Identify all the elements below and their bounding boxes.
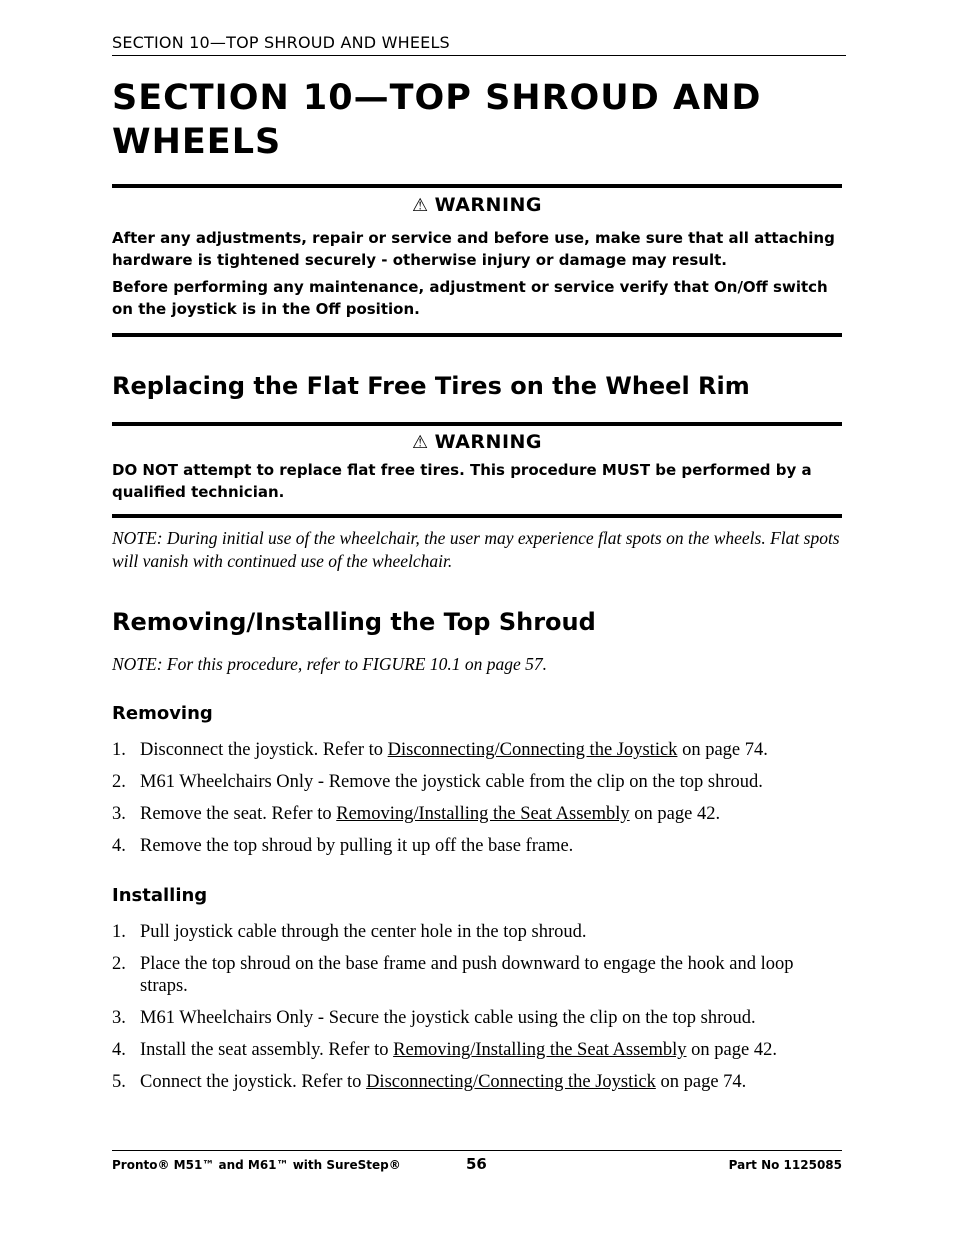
running-header: SECTION 10—TOP SHROUD AND WHEELS (112, 33, 450, 52)
footer-part-number: Part No 1125085 (728, 1158, 842, 1172)
step-text-after: on page 74. (655, 1072, 747, 1092)
warning-top-rule (112, 184, 842, 188)
step-number: 1. (112, 740, 126, 760)
subheading-removing: Removing (112, 703, 213, 724)
section-heading-shroud: Removing/Installing the Top Shroud (112, 608, 596, 636)
warning-text: DO NOT attempt to replace flat free tires. This procedure MUST be performed by a qualified technician. (112, 461, 812, 501)
step-text-before: Disconnect the joystick. Refer to (140, 740, 388, 760)
warning-triangle-icon: ⚠ (411, 432, 429, 453)
step-number: 2. (112, 772, 126, 792)
step-text-after: on page 42. (629, 804, 721, 824)
note-figure-ref: NOTE: For this procedure, refer to FIGURE 10.1 on page 57. (112, 654, 548, 674)
step-text: M61 Wheelchairs Only - Secure the joystick cable using the clip on the top shroud. (140, 1008, 756, 1028)
warning-text-2: Before performing any maintenance, adjustment or service verify that On/Off switch on the joystick is in the Off position. (112, 278, 828, 318)
footer-rule (112, 1150, 842, 1151)
warning-bottom-rule (112, 333, 842, 337)
step-text (140, 1071, 844, 1093)
section-heading-tires: Replacing the Flat Free Tires on the Wheel Rim (112, 372, 750, 400)
step-text: M61 Wheelchairs Only - Remove the joystick cable from the clip on the top shroud. (140, 772, 763, 792)
link-seat-assembly[interactable]: Removing/Installing the Seat Assembly (393, 1040, 687, 1060)
step-number: 5. (112, 1072, 126, 1092)
step-text-before: Remove the seat. Refer to (140, 804, 337, 824)
warning-label: WARNING (434, 431, 543, 453)
step-number: 4. (112, 1040, 126, 1060)
page-title (112, 76, 842, 164)
warning-text-1: After any adjustments, repair or service and before use, make sure that all attaching hardware is tightened securely - otherwise injury or damage may result. (112, 229, 835, 269)
step-text (140, 739, 844, 761)
step-text: Remove the top shroud by pulling it up off the base frame. (140, 836, 574, 856)
link-disconnecting-joystick[interactable]: Disconnecting/Connecting the Joystick (366, 1072, 656, 1092)
step-text: Place the top shroud on the base frame and push downward to engage the hook and loop straps. (140, 954, 794, 996)
page-title-line2: WHEELS (112, 122, 282, 162)
subheading-installing: Installing (112, 885, 208, 906)
note-flat-spots: NOTE: During initial use of the wheelchair, the user may experience flat spots on the wheels. Flat spots will vanish with continued use of the wheelchair. (112, 528, 840, 571)
step-number: 3. (112, 804, 126, 824)
step-number: 2. (112, 954, 126, 974)
step-number: 3. (112, 1008, 126, 1028)
step-text-after: on page 42. (686, 1040, 777, 1060)
step-text (140, 1039, 844, 1061)
step-text-before: Install the seat assembly. Refer to (140, 1040, 394, 1060)
step-text: Pull joystick cable through the center hole in the top shroud. (140, 922, 587, 942)
footer-product-name: Pronto® M51™ and M61™ with SureStep® (112, 1158, 401, 1172)
warning-heading (112, 194, 842, 216)
warning-triangle-icon: ⚠ (411, 195, 429, 216)
link-disconnecting-joystick[interactable]: Disconnecting/Connecting the Joystick (387, 740, 678, 760)
warning-label: WARNING (434, 194, 543, 216)
link-seat-assembly[interactable]: Removing/Installing the Seat Assembly (336, 804, 630, 824)
step-text-after: on page 74. (677, 740, 768, 760)
step-number: 1. (112, 922, 126, 942)
step-number: 4. (112, 836, 126, 856)
warning-bottom-rule (112, 514, 842, 518)
step-text (140, 803, 844, 825)
page-title-line1: SECTION 10—TOP SHROUD AND (112, 78, 762, 118)
page-number: 56 (466, 1155, 487, 1173)
header-rule (112, 55, 846, 56)
warning-heading (112, 431, 842, 453)
warning-top-rule (112, 422, 842, 426)
step-text-before: Connect the joystick. Refer to (140, 1072, 367, 1092)
